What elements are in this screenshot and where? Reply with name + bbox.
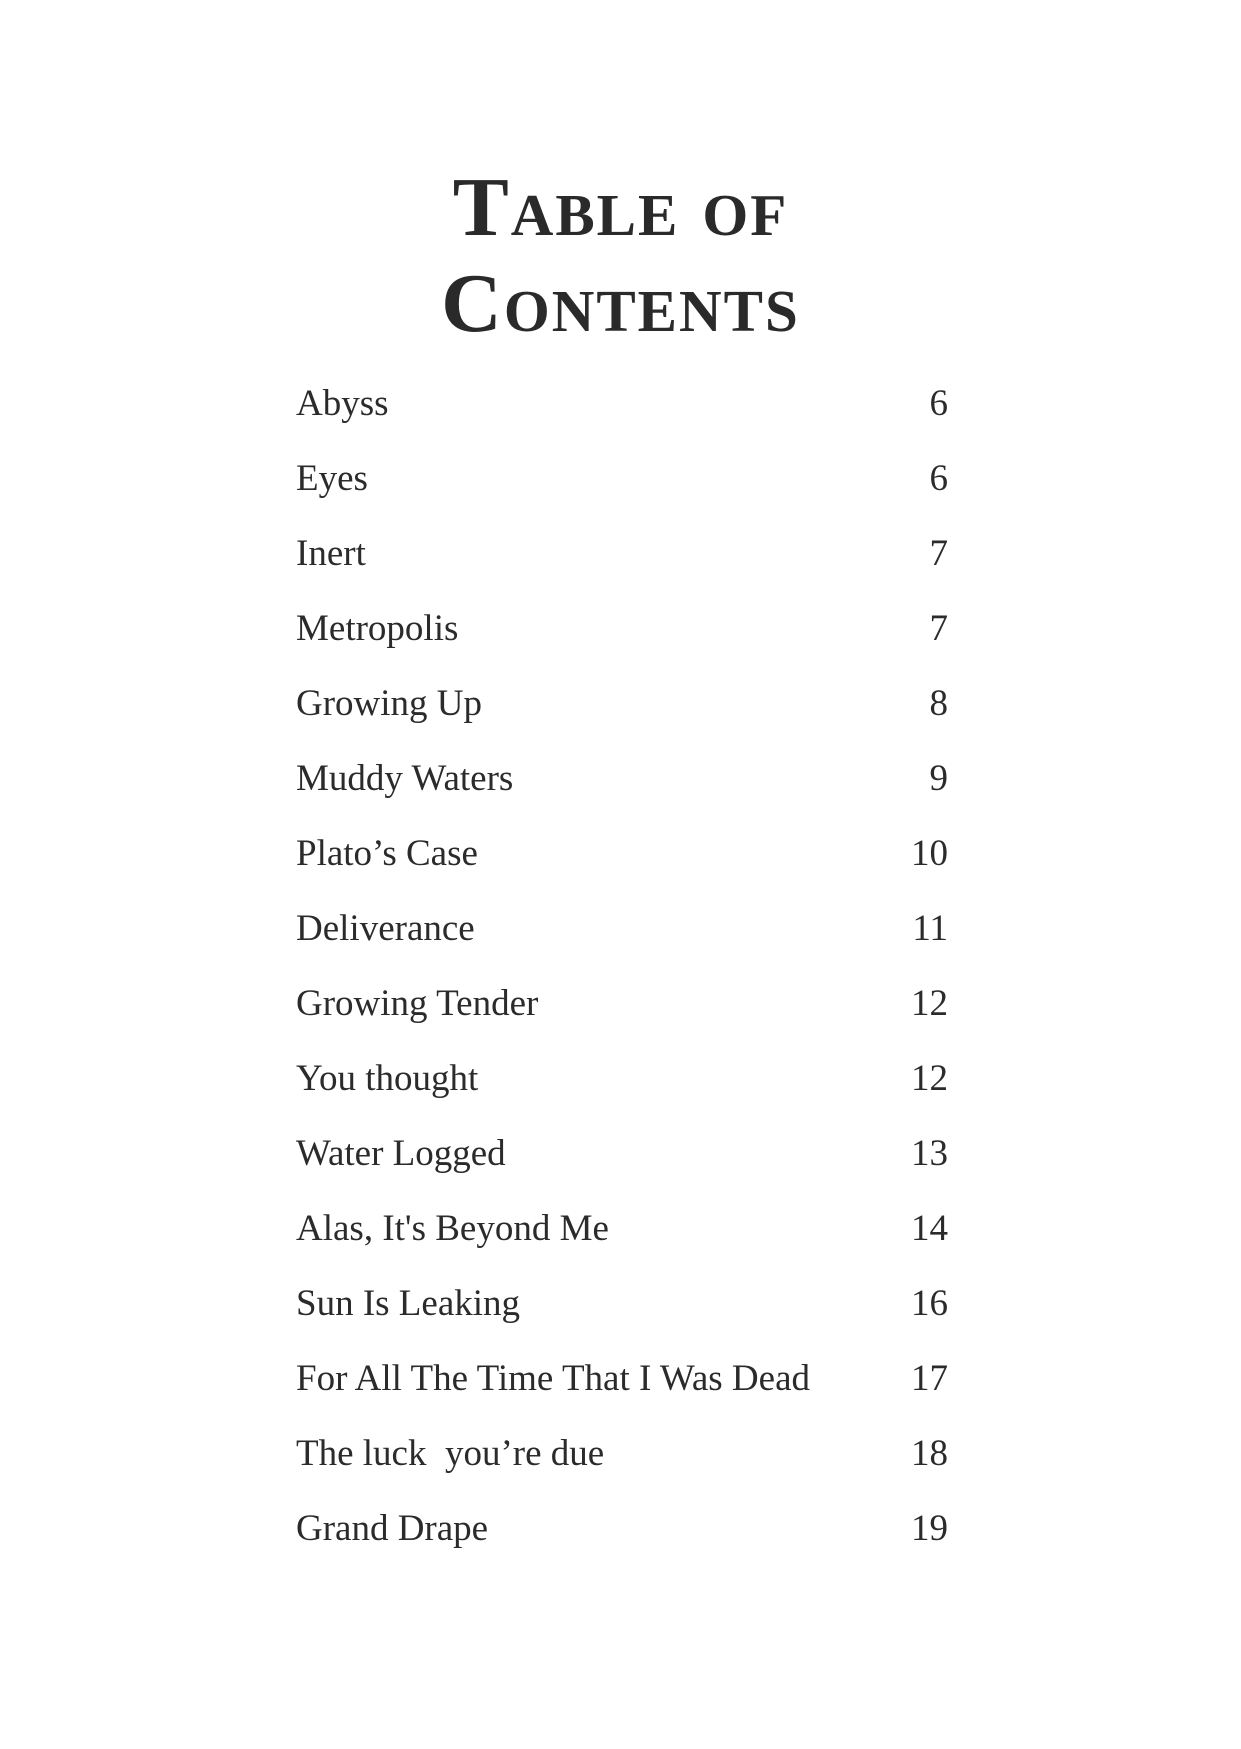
toc-entry-inert[interactable] (296, 530, 948, 605)
toc-entry-the-luck-youre-due[interactable] (296, 1430, 948, 1505)
toc-entry-title: The luck you’re due (296, 1433, 605, 1474)
toc-entry-page: 6 (929, 458, 948, 499)
toc-entry-deliverance[interactable] (296, 905, 948, 980)
toc-entry-growing-tender[interactable] (296, 980, 948, 1055)
toc-entry-title: Growing Up (296, 683, 483, 724)
toc-entry-grand-drape[interactable] (296, 1505, 948, 1580)
toc-entry-platos-case[interactable] (296, 830, 948, 905)
toc-entry-eyes[interactable] (296, 455, 948, 530)
toc-entry-page: 16 (911, 1283, 948, 1324)
toc-entry-title: Grand Drape (296, 1508, 489, 1549)
toc-entry-alas-its-beyond-me[interactable] (296, 1205, 948, 1280)
toc-entry-page: 19 (911, 1508, 948, 1549)
toc-entry-title: Deliverance (296, 908, 475, 949)
toc-entry-page: 12 (911, 983, 948, 1024)
toc-entry-page: 8 (929, 683, 948, 724)
page-title (0, 160, 1241, 352)
toc-entry-page: 6 (929, 383, 948, 424)
toc-entry-title: Alas, It's Beyond Me (296, 1208, 609, 1249)
toc-entry-title: Inert (296, 533, 366, 574)
toc-entry-metropolis[interactable] (296, 605, 948, 680)
toc-entry-title: Sun Is Leaking (296, 1283, 521, 1324)
toc-entry-page: 7 (929, 533, 948, 574)
toc-entry-page: 13 (911, 1133, 948, 1174)
toc-entry-growing-up[interactable] (296, 680, 948, 755)
toc-entry-title: For All The Time That I Was Dead (296, 1358, 810, 1399)
toc-entry-water-logged[interactable] (296, 1130, 948, 1205)
toc-entry-abyss[interactable] (296, 380, 948, 455)
toc-entry-page: 18 (911, 1433, 948, 1474)
toc-entry-title: Muddy Waters (296, 758, 514, 799)
toc-entry-sun-is-leaking[interactable] (296, 1280, 948, 1355)
toc-entry-page: 14 (911, 1208, 948, 1249)
toc-entry-for-all-the-time[interactable] (296, 1355, 948, 1430)
toc-entry-you-thought[interactable] (296, 1055, 948, 1130)
toc-list (296, 380, 948, 1580)
toc-entry-title: Plato’s Case (296, 833, 478, 874)
toc-entry-title: Abyss (296, 383, 389, 424)
toc-entry-muddy-waters[interactable] (296, 755, 948, 830)
toc-entry-title: Water Logged (296, 1133, 506, 1174)
toc-entry-page: 9 (929, 758, 948, 799)
title-line-2: Contents (441, 257, 800, 350)
toc-entry-title: Metropolis (296, 608, 459, 649)
toc-entry-title: Eyes (296, 458, 368, 499)
toc-entry-title: Growing Tender (296, 983, 539, 1024)
toc-entry-page: 7 (929, 608, 948, 649)
toc-entry-page: 10 (911, 833, 948, 874)
toc-entry-page: 11 (912, 908, 948, 949)
toc-entry-page: 17 (911, 1358, 948, 1399)
title-line-1: Table of (452, 161, 789, 254)
toc-entry-title: You thought (296, 1058, 479, 1099)
toc-entry-page: 12 (911, 1058, 948, 1099)
